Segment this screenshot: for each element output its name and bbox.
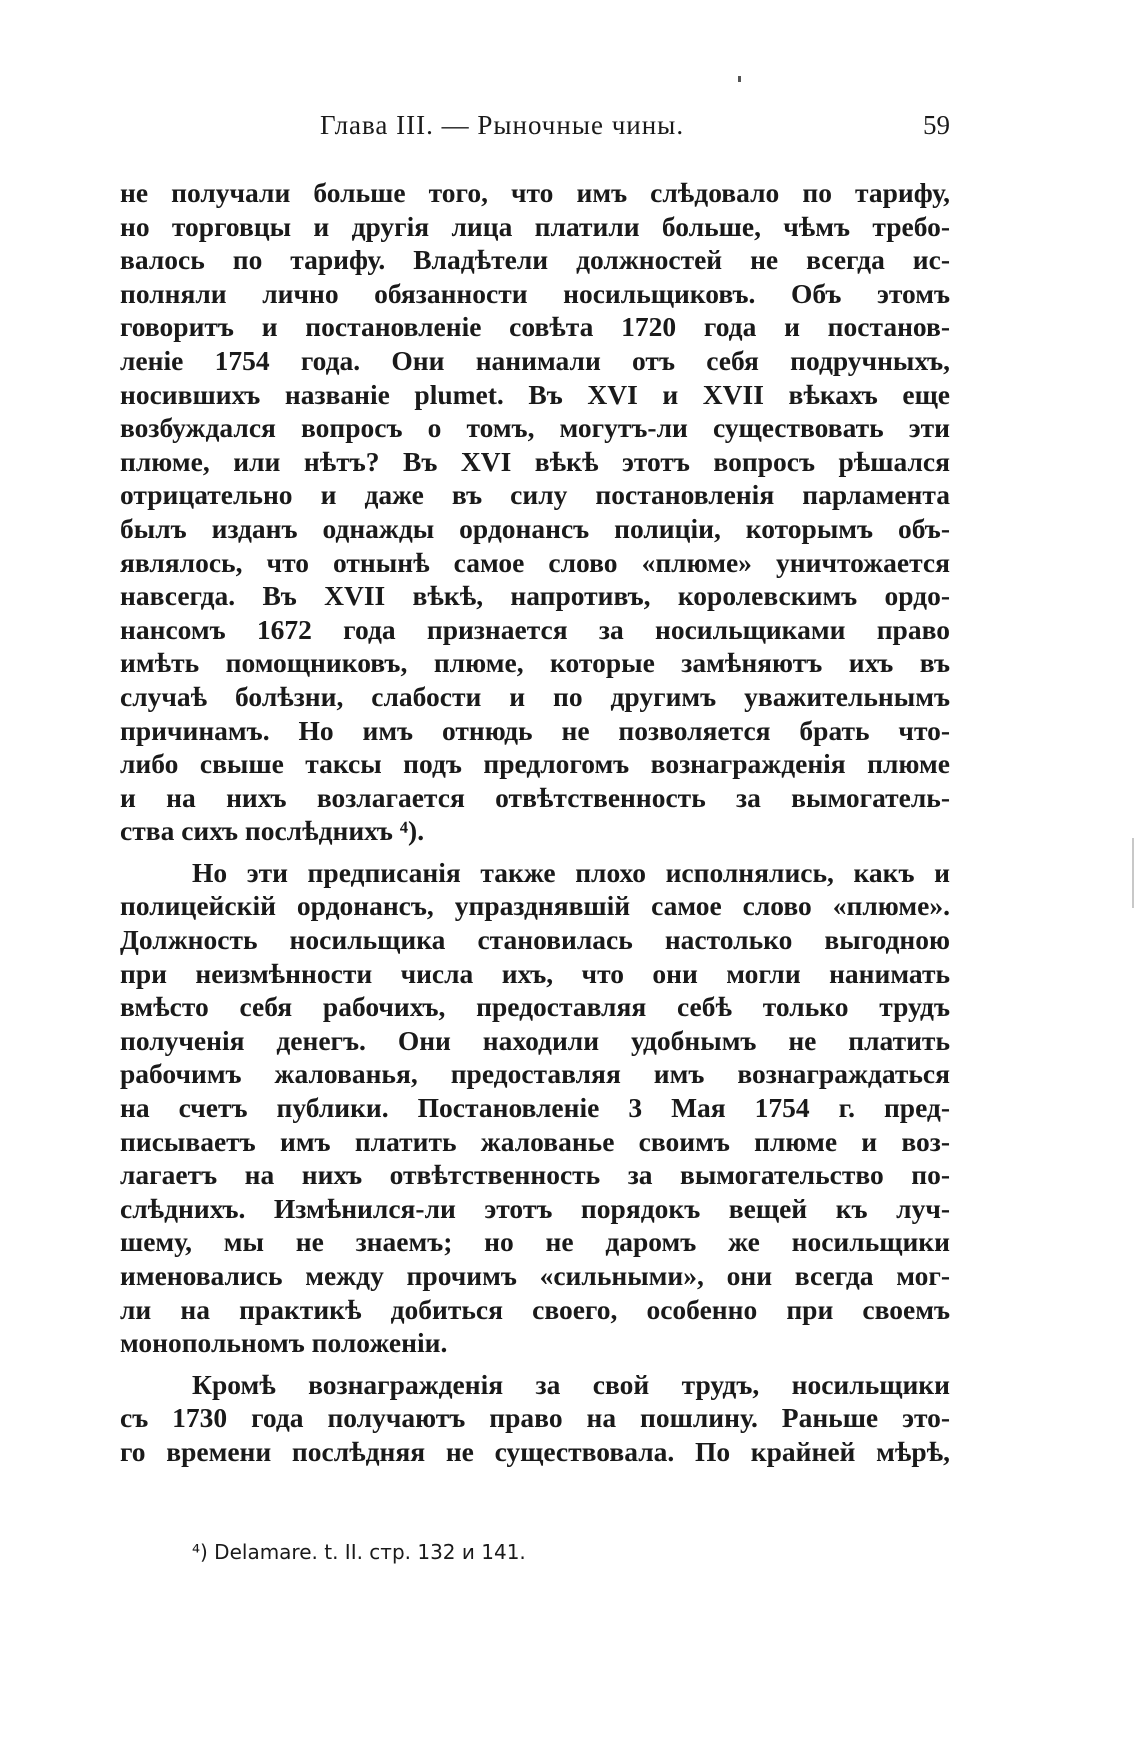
paragraph-gap (120, 848, 950, 856)
text-line: полученія денегъ. Они находили удобнымъ не платить (120, 1024, 950, 1056)
text-line: былъ изданъ однажды ордонансъ полиціи, которымъ объ- (120, 512, 950, 544)
text-line: нансомъ 1672 года признается за носильщиками право (120, 613, 950, 645)
text-line: ства сихъ послѣднихъ ⁴). (120, 815, 425, 847)
text-line: леніе 1754 года. Они нанимали отъ себя подручныхъ, (120, 344, 950, 376)
text-line: ли на практикѣ добиться своего, особенно при своемъ (120, 1293, 950, 1325)
paragraph-2 (120, 856, 950, 1360)
paragraph-gap (120, 1360, 950, 1368)
text-line: на счетъ публики. Постановленіе 3 Мая 1754 г. пред- (120, 1092, 950, 1124)
text-line: писываетъ имъ платить жалованье своимъ плюме и воз- (120, 1125, 950, 1157)
page-header (120, 110, 950, 150)
text-line: плюме, или нѣтъ? Въ XVI вѣкѣ этотъ вопросъ рѣшался (120, 445, 950, 477)
text-line: Кромѣ вознагражденія за свой трудъ, носильщики (192, 1368, 950, 1400)
scan-edge-mark (1132, 838, 1134, 908)
paragraph-1 (120, 176, 950, 848)
text-line: именовались между прочимъ «сильными», они всегда мог- (120, 1260, 950, 1291)
text-line: случаѣ болѣзни, слабости и по другимъ уважительнымъ (120, 680, 950, 712)
text-line: говоритъ и постановленіе совѣта 1720 года и постанов- (120, 311, 950, 343)
text-line: Но эти предписанія также плохо исполнялись, какъ и (192, 856, 950, 888)
ink-speck (738, 76, 741, 82)
page-number: 59 (923, 110, 950, 140)
text-line: но торговцы и другія лица платили больше, чѣмъ требо- (120, 210, 950, 242)
text-line: слѣднихъ. Измѣнился-ли этотъ порядокъ вещей къ луч- (120, 1192, 950, 1224)
text-line: вмѣсто себя рабочихъ, предоставляя себѣ только трудъ (120, 991, 950, 1023)
text-line: являлось, что отнынѣ самое слово «плюме» уничтожается (120, 546, 950, 578)
text-line: лагаетъ на нихъ отвѣтственность за вымогательство по- (120, 1159, 950, 1191)
text-line: съ 1730 года получаютъ право на пошлину. Раньше это- (120, 1402, 950, 1434)
text-line: полняли лично обязанности носильщиковъ. Объ этомъ (120, 277, 950, 309)
text-line: го времени послѣдняя не существовала. По крайней мѣрѣ, (120, 1435, 950, 1467)
text-line: полицейскій ордонансъ, упразднявшій самое слово «плюме». (120, 890, 950, 922)
text-line: возбуждался вопросъ о томъ, могутъ-ли существовать эти (120, 412, 950, 444)
text-line: Должность носильщика становилась настолько выгодною (120, 924, 950, 956)
text-line: валось по тарифу. Владѣтели должностей не всегда ис- (120, 244, 950, 276)
body-text (120, 176, 950, 1469)
text-line: при неизмѣнности числа ихъ, что они могли нанимать (120, 957, 950, 989)
text-line: либо свыше таксы подъ предлогомъ вознагражденія плюме (120, 748, 950, 780)
text-line: монопольномъ положеніи. (120, 1327, 448, 1359)
text-line: имѣть помощниковъ, плюме, которые замѣняютъ ихъ въ (120, 647, 950, 679)
text-line: рабочимъ жалованья, предоставляя имъ вознаграждаться (120, 1058, 950, 1090)
footnote: ⁴) Delamare. t. II. стр. 132 и 141. (192, 1540, 526, 1564)
text-line: причинамъ. Но имъ отнюдь не позволяется брать что- (120, 714, 950, 746)
text-line: шему, мы не знаемъ; но не даромъ же носильщики (120, 1226, 950, 1258)
paragraph-3 (120, 1368, 950, 1469)
text-line: отрицательно и даже въ силу постановленія парламента (120, 479, 950, 511)
text-line: и на нихъ возлагается отвѣтственность за вымогатель- (120, 781, 950, 813)
text-line: не получали больше того, что имъ слѣдовало по тарифу, (120, 177, 950, 208)
chapter-title: Глава III. — Рыночные чины. (320, 110, 685, 140)
text-line: навсегда. Въ XVII вѣкѣ, напротивъ, королевскимъ ордо- (120, 580, 950, 612)
text-line: носившихъ названіе plumet. Въ XVI и XVII вѣкахъ еще (120, 378, 950, 410)
